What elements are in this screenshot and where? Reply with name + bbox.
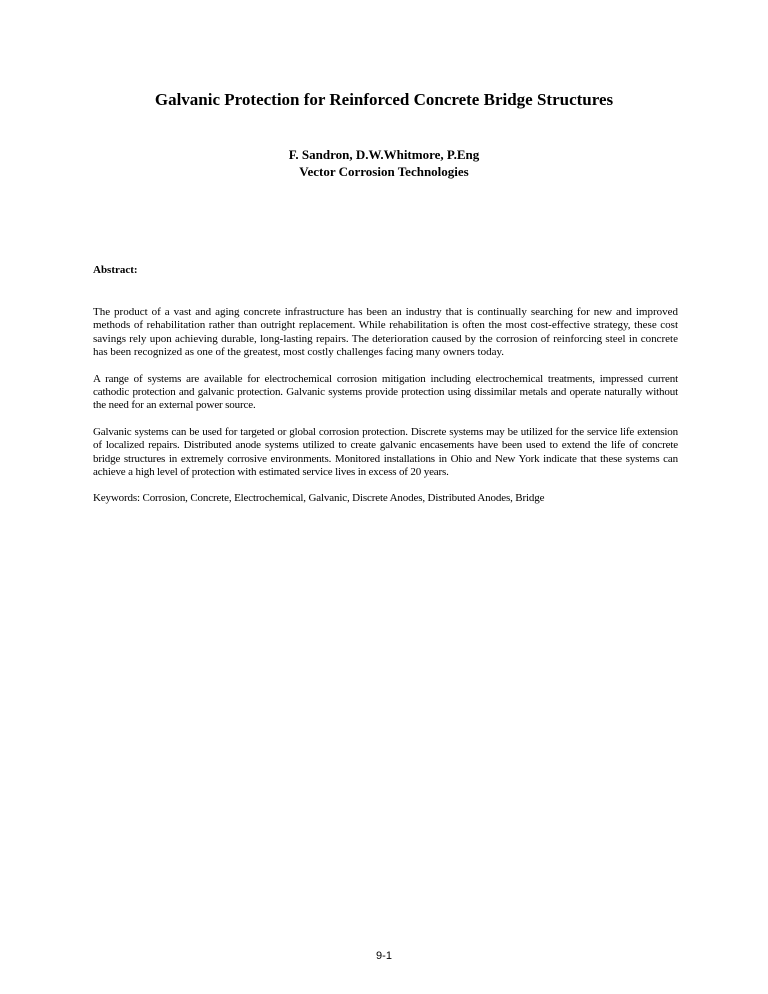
abstract-paragraph-1: The product of a vast and aging concrete infrastructure has been an industry that is continually searching for new and improved methods of rehabilitation rather than outright replacement. While rehabilitation is often the most cost-effective strategy, these cost savings rely upon achieving durable, long-lasting repairs. The deterioration caused by the corrosion of reinforcing steel in concrete has been recognized as one of the greatest, most costly challenges facing many owners today.	[93, 306, 678, 359]
abstract-paragraph-2: A range of systems are available for electrochemical corrosion mitigation including electrochemical treatments, impressed current cathodic protection and galvanic protection. Galvanic systems provide protection using dissimilar metals and operate naturally without the need for an external power source.	[93, 372, 678, 412]
abstract-body	[93, 306, 678, 519]
abstract-paragraph-3: Galvanic systems can be used for targeted or global corrosion protection. Discrete systems may be utilized for the service life extension of localized repairs. Distributed anode systems utilized to create galvanic encasements have been used to extend the life of concrete bridge structures in extremely corrosive environments. Monitored installations in Ohio and New York indicate that these systems can achieve a high level of protection with estimated service lives in excess of 20 years.	[93, 425, 678, 479]
page-number: 9-1	[376, 950, 392, 962]
author-affiliation: Vector Corrosion Technologies	[299, 164, 469, 179]
abstract-heading: Abstract:	[93, 264, 138, 276]
author-names: F. Sandron, D.W.Whitmore, P.Eng	[288, 147, 480, 162]
keywords-line: Keywords: Corrosion, Concrete, Electrochemical, Galvanic, Discrete Anodes, Distributed Anodes, Bridge	[93, 492, 545, 505]
author-block	[0, 146, 768, 180]
paper-title: Galvanic Protection for Reinforced Concrete Bridge Structures	[154, 90, 614, 109]
